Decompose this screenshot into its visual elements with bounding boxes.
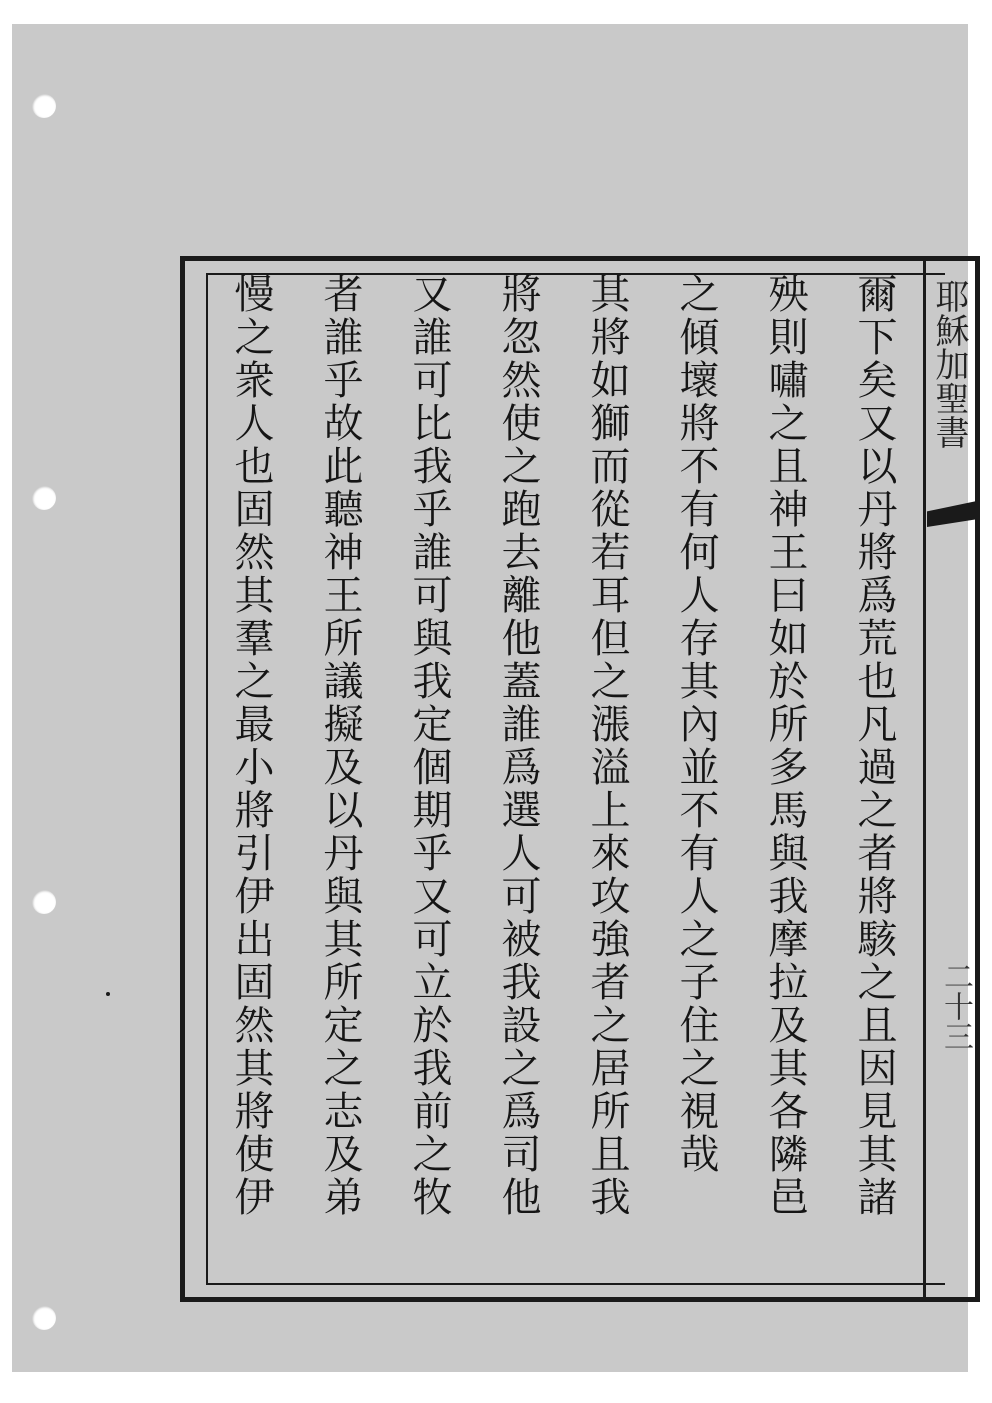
text-column-7: 者誰乎故此聽神王所議擬及以丹與其所定之志及弟 — [317, 273, 363, 1219]
ink-speck — [106, 992, 110, 996]
text-column-8: 慢之衆人也固然其羣之最小將引伊出固然其將使伊 — [228, 273, 274, 1219]
text-column-1: 爾下矣又以丹將爲荒也凡過之者將駭之且因見其諸 — [851, 273, 897, 1219]
punch-hole-icon — [32, 94, 56, 118]
page-number: 二十三 — [938, 961, 973, 1051]
text-column-3: 之傾壞將不有何人存其內並不有人之子住之視哉 — [673, 273, 719, 1176]
punch-hole-icon — [32, 486, 56, 510]
text-column-4: 其將如獅而從若耳但之漲溢上來攻強者之居所且我 — [584, 273, 630, 1219]
text-frame — [180, 256, 980, 1302]
text-column-2: 殃則嘯之且神王曰如於所多馬與我摩拉及其各隣邑 — [762, 273, 808, 1219]
book-title: 耶穌加聖書 — [929, 279, 969, 449]
column-divider — [923, 261, 926, 1297]
punch-hole-icon — [32, 890, 56, 914]
punch-hole-icon — [32, 1306, 56, 1330]
text-column-5: 將忽然使之跑去離他蓋誰爲選人可被我設之爲司他 — [495, 273, 541, 1219]
text-column-6: 又誰可比我乎誰可與我定個期乎又可立於我前之牧 — [406, 273, 452, 1219]
